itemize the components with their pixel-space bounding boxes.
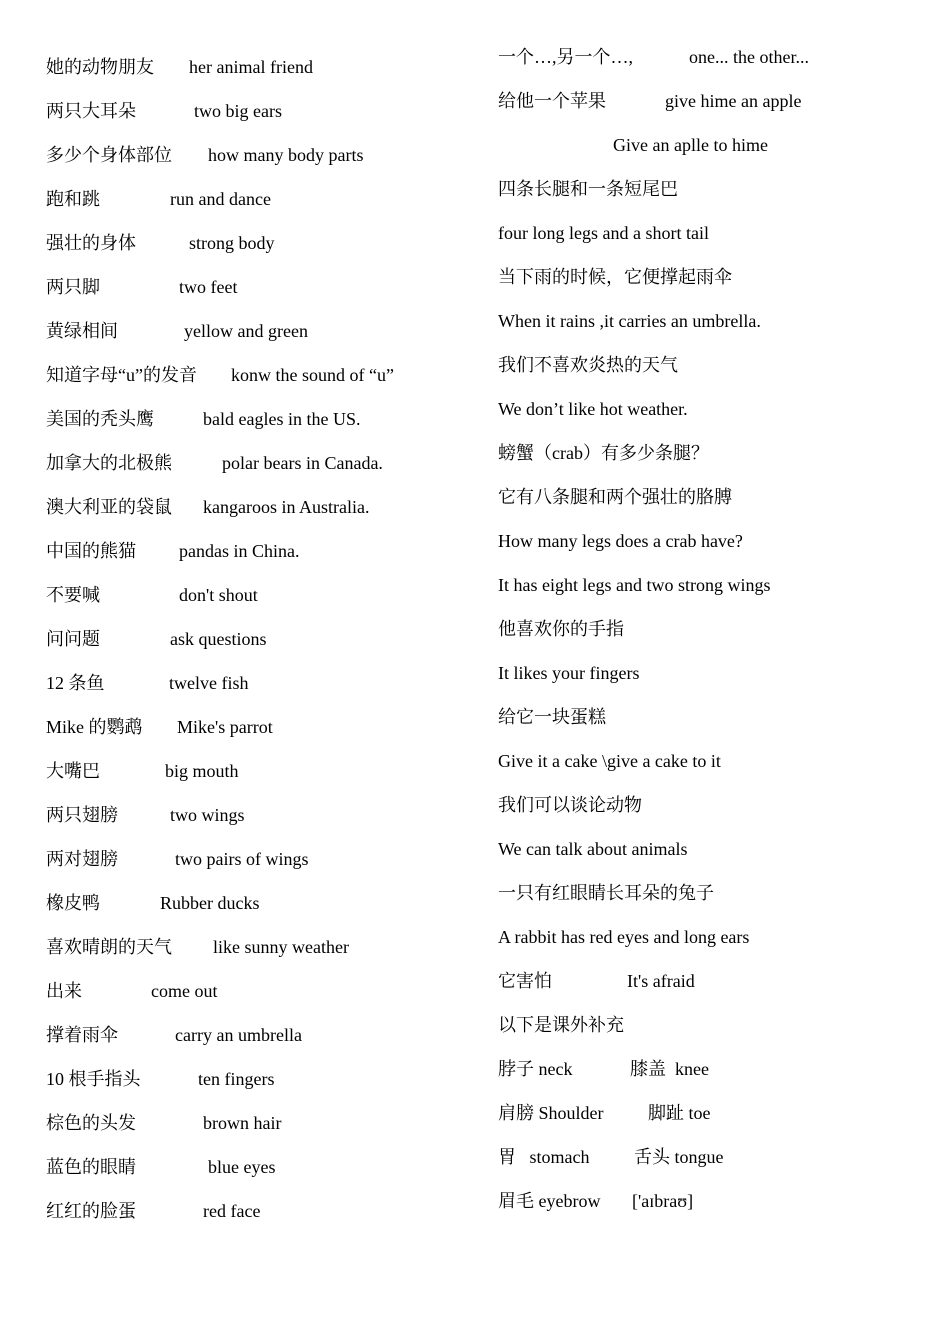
english-phrase: It's afraid (627, 971, 695, 991)
english-phrase: It likes your fingers (498, 663, 640, 683)
vocab-line (498, 882, 714, 904)
vocab-line (498, 310, 761, 332)
vocab-line (498, 1058, 709, 1080)
english-phrase: blue eyes (208, 1157, 276, 1177)
english-phrase: two pairs of wings (175, 849, 309, 869)
chinese-phrase: 她的动物朋友 (46, 57, 154, 77)
vocab-line (46, 232, 275, 254)
vocab-line (46, 452, 383, 474)
english-phrase: Mike's parrot (177, 717, 273, 737)
chinese-phrase: 10 根手指头 (46, 1069, 141, 1089)
chinese-phrase: 一个…,另一个…, (498, 47, 633, 67)
english-phrase: Rubber ducks (160, 893, 260, 913)
vocab-line (46, 364, 394, 386)
chinese-phrase: 黄绿相间 (46, 321, 118, 341)
chinese-phrase: 中国的熊猫 (46, 541, 136, 561)
chinese-phrase: 两只大耳朵 (46, 101, 136, 121)
chinese-phrase: 我们可以谈论动物 (498, 795, 642, 815)
vocab-line (498, 1146, 724, 1168)
vocab-line (46, 936, 349, 958)
chinese-phrase: 12 条鱼 (46, 673, 105, 693)
english-phrase: carry an umbrella (175, 1025, 302, 1045)
english-phrase: ten fingers (198, 1069, 275, 1089)
vocab-line (46, 584, 258, 606)
chinese-phrase: 加拿大的北极熊 (46, 453, 172, 473)
english-phrase: konw the sound of “u” (231, 365, 394, 385)
chinese-phrase: 我们不喜欢炎热的天气 (498, 355, 678, 375)
chinese-phrase: 他喜欢你的手指 (498, 619, 624, 639)
english-phrase: twelve fish (169, 673, 249, 693)
vocab-line (498, 970, 695, 992)
english-phrase: We don’t like hot weather. (498, 399, 688, 419)
vocab-line (498, 1102, 711, 1124)
vocab-line (498, 662, 639, 684)
vocab-line (46, 320, 308, 342)
vocab-line (46, 188, 271, 210)
english-phrase: ask questions (170, 629, 267, 649)
vocab-line (46, 672, 249, 694)
vocab-line (498, 618, 624, 640)
vocab-line (498, 1014, 624, 1036)
vocab-line (498, 46, 809, 68)
vocab-line (498, 90, 802, 112)
english-phrase: two big ears (194, 101, 282, 121)
english-phrase: How many legs does a crab have? (498, 531, 743, 551)
vocab-line (498, 706, 606, 728)
english-phrase: Give an aplle to hime (613, 135, 768, 155)
chinese-phrase: Mike 的鹦鹉 (46, 717, 143, 737)
vocab-line (46, 892, 260, 914)
english-phrase: two wings (170, 805, 245, 825)
vocab-line (46, 540, 300, 562)
vocab-line (498, 926, 749, 948)
english-phrase: two feet (179, 277, 238, 297)
vocab-line (46, 804, 245, 826)
chinese-phrase: 问问题 (46, 629, 100, 649)
english-phrase: strong body (189, 233, 275, 253)
vocab-line (498, 222, 709, 244)
english-phrase: run and dance (170, 189, 271, 209)
chinese-phrase: 四条长腿和一条短尾巴 (498, 179, 678, 199)
english-phrase: give hime an apple (665, 91, 802, 111)
vocab-line (498, 794, 642, 816)
vocab-line (498, 1190, 694, 1212)
vocab-line (46, 980, 218, 1002)
chinese-phrase: 一只有红眼睛长耳朵的兔子 (498, 883, 714, 903)
english-phrase: 舌头 tongue (634, 1147, 724, 1167)
chinese-phrase: 多少个身体部位 (46, 145, 172, 165)
chinese-phrase: 喜欢晴朗的天气 (46, 937, 172, 957)
vocab-line (498, 178, 678, 200)
chinese-phrase: 肩膀 Shoulder (498, 1103, 604, 1123)
vocab-line (46, 100, 282, 122)
chinese-phrase: 当下雨的时候，它便撑起雨伞 (498, 267, 732, 287)
english-phrase: kangaroos in Australia. (203, 497, 370, 517)
english-phrase: Give it a cake \give a cake to it (498, 751, 721, 771)
english-phrase: ['aɪbraʊ] (632, 1191, 694, 1211)
english-phrase: brown hair (203, 1113, 282, 1133)
english-phrase: 膝盖 knee (630, 1059, 709, 1079)
chinese-phrase: 橡皮鸭 (46, 893, 100, 913)
vocab-line (46, 496, 370, 518)
chinese-phrase: 澳大利亚的袋鼠 (46, 497, 172, 517)
english-phrase: four long legs and a short tail (498, 223, 709, 243)
english-phrase: don't shout (179, 585, 258, 605)
vocab-line (498, 530, 743, 552)
chinese-phrase: 棕色的头发 (46, 1113, 136, 1133)
english-phrase: When it rains ,it carries an umbrella. (498, 311, 761, 331)
vocab-line (498, 486, 732, 508)
english-phrase: her animal friend (189, 57, 313, 77)
chinese-phrase: 两对翅膀 (46, 849, 118, 869)
chinese-phrase: 出来 (46, 981, 82, 1001)
vocab-line (46, 628, 267, 650)
chinese-phrase: 蓝色的眼睛 (46, 1157, 136, 1177)
chinese-phrase: 大嘴巴 (46, 761, 100, 781)
chinese-phrase: 美国的秃头鹰 (46, 409, 154, 429)
vocab-line (498, 442, 709, 464)
vocab-line (498, 398, 688, 420)
vocab-line (46, 1112, 282, 1134)
vocab-line (498, 838, 687, 860)
chinese-phrase: 眉毛 eyebrow (498, 1191, 601, 1211)
chinese-phrase: 红红的脸蛋 (46, 1201, 136, 1221)
english-phrase: 脚趾 toe (648, 1103, 711, 1123)
vocab-line (46, 716, 273, 738)
vocab-line (46, 848, 309, 870)
chinese-phrase: 它害怕 (498, 971, 552, 991)
english-phrase: We can talk about animals (498, 839, 688, 859)
english-phrase: yellow and green (184, 321, 308, 341)
english-phrase: It has eight legs and two strong wings (498, 575, 771, 595)
vocab-line (46, 760, 239, 782)
english-phrase: A rabbit has red eyes and long ears (498, 927, 750, 947)
chinese-phrase: 胃 stomach (498, 1147, 590, 1167)
vocab-line (46, 1024, 302, 1046)
english-phrase: red face (203, 1201, 261, 1221)
chinese-phrase: 它有八条腿和两个强壮的胳膊 (498, 487, 732, 507)
vocab-line (498, 750, 721, 772)
english-phrase: polar bears in Canada. (222, 453, 383, 473)
english-phrase: pandas in China. (179, 541, 300, 561)
english-phrase: how many body parts (208, 145, 364, 165)
chinese-phrase: 两只翅膀 (46, 805, 118, 825)
chinese-phrase: 两只脚 (46, 277, 100, 297)
vocab-line (498, 266, 732, 288)
chinese-phrase: 以下是课外补充 (498, 1015, 624, 1035)
vocab-line (46, 1068, 275, 1090)
chinese-phrase: 跑和跳 (46, 189, 100, 209)
vocab-line (46, 408, 361, 430)
chinese-phrase: 脖子 neck (498, 1059, 573, 1079)
vocab-line (498, 354, 678, 376)
vocab-line (46, 56, 313, 78)
vocab-line (498, 574, 770, 596)
vocab-line (46, 144, 364, 166)
chinese-phrase: 强壮的身体 (46, 233, 136, 253)
chinese-phrase: 不要喊 (46, 585, 100, 605)
english-phrase: big mouth (165, 761, 239, 781)
chinese-phrase: 给他一个苹果 (498, 91, 606, 111)
chinese-phrase: 知道字母“u”的发音 (46, 365, 197, 385)
vocab-line (46, 1200, 261, 1222)
vocab-line (46, 276, 238, 298)
english-phrase: one... the other... (689, 47, 809, 67)
english-phrase: come out (151, 981, 218, 1001)
vocab-line (46, 1156, 276, 1178)
english-phrase: bald eagles in the US. (203, 409, 361, 429)
chinese-phrase: 螃蟹（crab）有多少条腿？ (498, 443, 709, 463)
vocab-line (613, 134, 768, 156)
chinese-phrase: 撑着雨伞 (46, 1025, 118, 1045)
english-phrase: like sunny weather (213, 937, 349, 957)
chinese-phrase: 给它一块蛋糕 (498, 707, 606, 727)
